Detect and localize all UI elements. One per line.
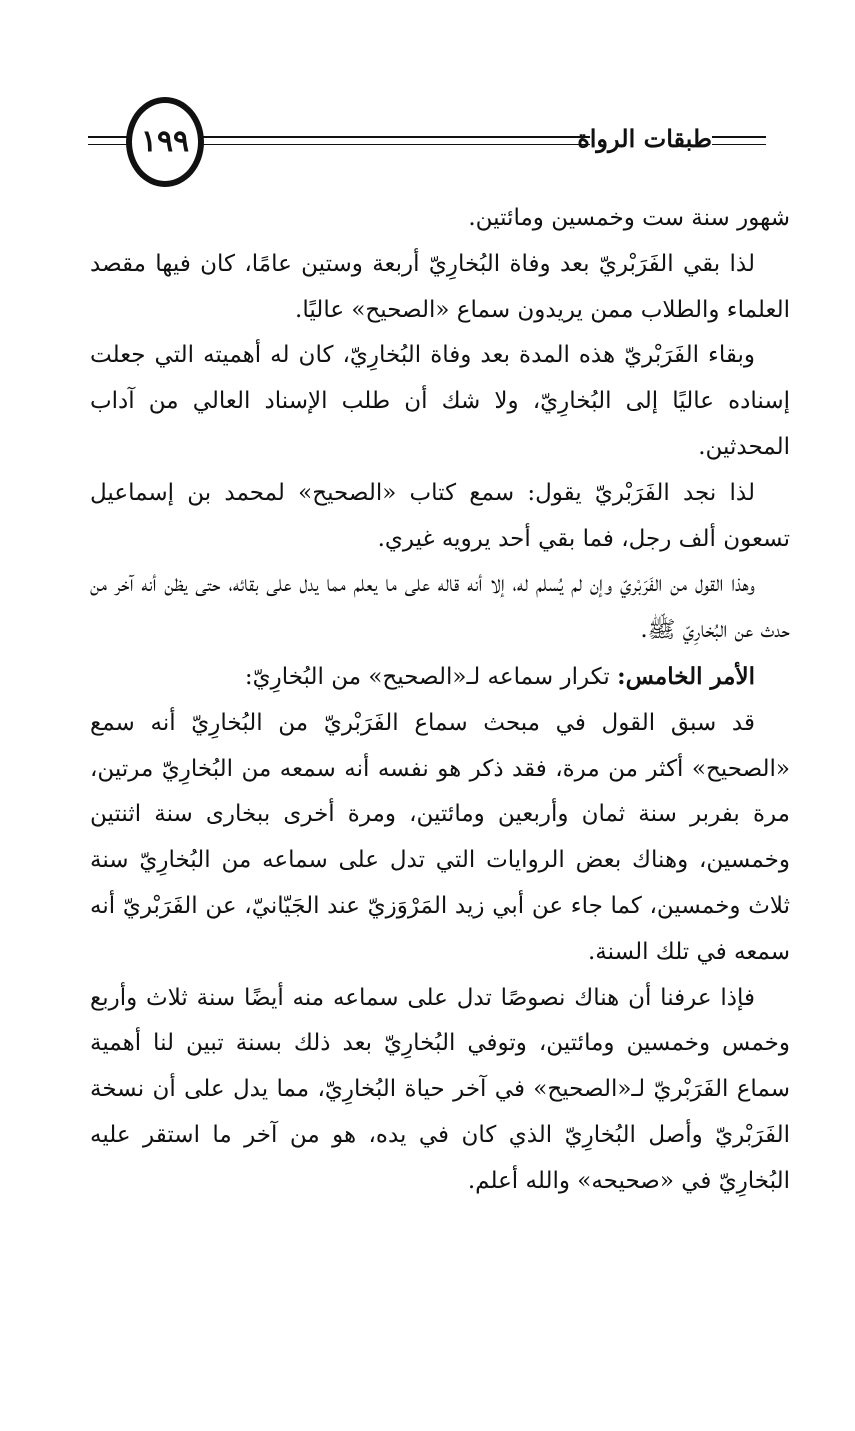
section-heading: الأمر الخامس: — [617, 662, 755, 690]
section-heading-text: تكرار سماعه لـ«الصحيح» من البُخارِيّ: — [244, 663, 618, 690]
page-number: ١٩٩ — [140, 124, 190, 159]
header-rule-right-bottom — [712, 144, 766, 145]
paragraph: قد سبق القول في مبحث سماع الفَرَبْريّ من البُخارِيّ أنه سمع «الصحيح» أكثر من مرة، فقد ذكر هو نفسه أنه سمعه من البُخارِيّ مرتين، مرة بفربر سنة ثمان وأربعين ومائتين، ومرة أخرى ببخارى سنة اثنتين وخمسين، وهناك بعض الروايات التي تدل على سماعه من البُخارِيّ سنة ثلاث وخمسين، كما جاء عن أبي زيد المَرْوَزيّ عند الجَيّانيّ، عن الفَرَبْريّ أنه سمعه في تلك السنة. — [90, 709, 790, 965]
header-rule-right-top — [712, 136, 766, 138]
paragraph: وبقاء الفَرَبْريّ هذه المدة بعد وفاة البُخارِيّ، كان له أهميته التي جعلت إسناده عاليًا إلى البُخارِيّ، ولا شك أن طلب الإسناد العالي من آداب المحدثين. — [90, 342, 790, 460]
paragraph: لذا نجد الفَرَبْريّ يقول: سمع كتاب «الصحيح» لمحمد بن إسماعيل تسعون ألف رجل، فما بقي أحد يرويه غيري. — [90, 479, 790, 552]
page-body — [90, 196, 790, 1205]
paragraph: شهور سنة ست وخمسين ومائتين. — [468, 205, 790, 231]
paragraph: وهذا القول من الفَرَبْريّ وإن لم يُسلم له، إلا أنه قاله على ما يعلم مما يدل على بقائه، حتى يظن أنه آخر من حدث عن البُخارِيّ ﷺ. — [90, 571, 790, 644]
running-title: طبقات الرواة — [577, 124, 712, 153]
paragraph: لذا بقي الفَرَبْريّ بعد وفاة البُخارِيّ أربعة وستين عامًا، كان فيها مقصد العلماء والطلاب ممن يريدون سماع «الصحيح» عاليًا. — [90, 250, 790, 323]
header-rule-middle-top — [198, 136, 592, 138]
header-rule-middle-bottom — [198, 144, 592, 145]
page-number-oval — [126, 97, 204, 187]
section-heading-paragraph — [90, 654, 790, 701]
page-header — [0, 0, 855, 200]
paragraph: فإذا عرفنا أن هناك نصوصًا تدل على سماعه منه أيضًا سنة ثلاث وأربع وخمس وخمسين ومائتين، وتوفي البُخارِيّ بعد ذلك بسنة تبين لنا أهمية سماع الفَرَبْريّ لـ«الصحيح» في آخر حياة البُخارِيّ، مما يدل على أن نسخة الفَرَبْريّ وأصل البُخارِيّ الذي كان في يده، هو من آخر ما استقر عليه البُخارِيّ في «صحيحه» والله أعلم. — [90, 984, 790, 1194]
